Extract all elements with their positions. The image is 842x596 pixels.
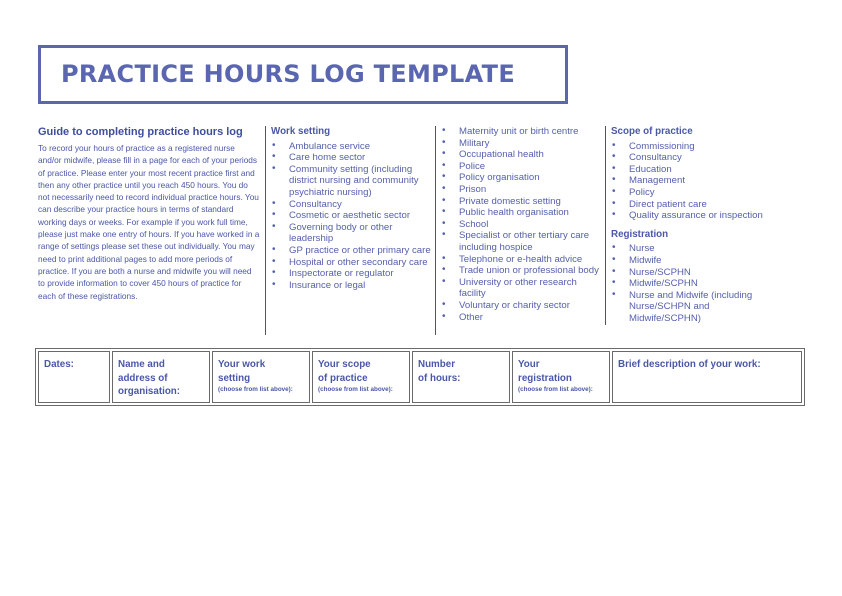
registration-column-header[interactable] xyxy=(512,351,610,403)
scope-label-line-1: Your scope xyxy=(318,359,371,370)
work-setting-list-2 xyxy=(441,126,601,323)
work-setting-heading: Work setting xyxy=(271,126,331,137)
work-setting-note: (choose from list above): xyxy=(218,386,293,393)
list-item: • Midwife/SCPHN xyxy=(611,278,776,290)
scope-label-line-2: of practice xyxy=(318,372,368,384)
work-setting-label-line-1: Your work xyxy=(218,359,266,370)
registration-label-line-1: Your xyxy=(518,359,540,370)
list-item: • Occupational health xyxy=(441,149,601,161)
work-setting-label-line-2: setting xyxy=(218,372,251,384)
list-item: • GP practice or other primary care xyxy=(271,245,431,257)
list-item: • Commissioning xyxy=(611,141,776,153)
hours-column-header[interactable] xyxy=(412,351,510,403)
work-setting-column-1 xyxy=(265,126,431,335)
registration-note: (choose from list above): xyxy=(518,386,593,393)
description-column-header[interactable] xyxy=(612,351,802,403)
list-item: • Nurse/SCPHN xyxy=(611,267,776,279)
list-item: • Cosmetic or aesthetic sector xyxy=(271,210,431,222)
list-item: • Community setting (including district nursing and community psychiatric nursing) xyxy=(271,164,431,199)
dates-label: Dates: xyxy=(44,359,74,370)
list-item: • Quality assurance or inspection xyxy=(611,210,776,222)
organisation-column-header[interactable] xyxy=(112,351,210,403)
list-item: • Other xyxy=(441,312,601,324)
scope-note: (choose from list above): xyxy=(318,386,393,393)
table-header-row xyxy=(38,351,802,403)
list-item: • Private domestic setting xyxy=(441,196,601,208)
list-item: • Insurance or legal xyxy=(271,280,431,292)
hours-label-line-1: Number xyxy=(418,359,456,370)
list-item: • Policy xyxy=(611,187,776,199)
guide-body: To record your hours of practice as a registered nurse and/or midwife, please fill in a page for each of your periods of practice. Please enter your most recent practice first and then any other practice until you reach 450 hours. You do not necessarily need to record individual practice hours. You can describe your practice hours in terms of standard working days or weeks. For example if you work full time, please just make one entry of hours. If you have worked in a range of settings please set these out individually. You may need to print additional pages to add more periods of practice. If you are both a nurse and midwife you will need to provide information to cover 450 hours of practice for each of these registrations. xyxy=(38,143,260,301)
scope-column-header[interactable] xyxy=(312,351,410,403)
registration-label-line-2: registration xyxy=(518,372,572,384)
dates-column-header[interactable] xyxy=(38,351,110,403)
list-item: • Voluntary or charity sector xyxy=(441,300,601,312)
list-item: • Ambulance service xyxy=(271,141,431,153)
work-setting-column-2 xyxy=(435,126,601,335)
list-item: • Management xyxy=(611,175,776,187)
page-title: PRACTICE HOURS LOG TEMPLATE xyxy=(61,60,516,88)
list-item: • Hospital or other secondary care xyxy=(271,257,431,269)
list-item: • Military xyxy=(441,138,601,150)
list-item: • Maternity unit or birth centre xyxy=(441,126,601,138)
list-item: • Policy organisation xyxy=(441,172,601,184)
organisation-label-line-1: Name and xyxy=(118,359,165,370)
list-item: • Prison xyxy=(441,184,601,196)
list-item: • Nurse xyxy=(611,243,776,255)
list-item: • Public health organisation xyxy=(441,207,601,219)
list-item: • Care home sector xyxy=(271,152,431,164)
list-item: • School xyxy=(441,219,601,231)
list-item: • Police xyxy=(441,161,601,173)
guide-heading: Guide to completing practice hours log xyxy=(38,126,243,138)
list-item: • Trade union or professional body xyxy=(441,265,601,277)
list-item: • Nurse and Midwife (including Nurse/SCHPN and Midwife/SCPHN) xyxy=(611,290,776,325)
list-item: • Governing body or other leadership xyxy=(271,222,431,245)
list-item: • Specialist or other tertiary care including hospice xyxy=(441,230,601,253)
scope-heading: Scope of practice xyxy=(611,126,693,137)
title-box xyxy=(38,45,568,104)
hours-label-line-2: of hours: xyxy=(418,372,461,384)
list-item: • Inspectorate or regulator xyxy=(271,268,431,280)
work-setting-column-header[interactable] xyxy=(212,351,310,403)
list-item: • Consultancy xyxy=(611,152,776,164)
scope-list xyxy=(611,141,776,222)
practice-log-table xyxy=(35,348,805,406)
organisation-label-line-3: organisation: xyxy=(118,386,181,397)
work-setting-list-1 xyxy=(271,141,431,292)
description-label: Brief description of your work: xyxy=(618,359,761,370)
list-item: • Direct patient care xyxy=(611,199,776,211)
list-item: • Education xyxy=(611,164,776,176)
list-item: • Midwife xyxy=(611,255,776,267)
guide-section xyxy=(38,126,260,302)
list-item: • Telephone or e-health advice xyxy=(441,254,601,266)
list-item: • Consultancy xyxy=(271,199,431,211)
scope-registration-column xyxy=(605,126,776,325)
list-item: • University or other research facility xyxy=(441,277,601,300)
registration-heading: Registration xyxy=(611,228,669,240)
registration-list xyxy=(611,243,776,324)
organisation-label-line-2: address of xyxy=(118,372,168,384)
